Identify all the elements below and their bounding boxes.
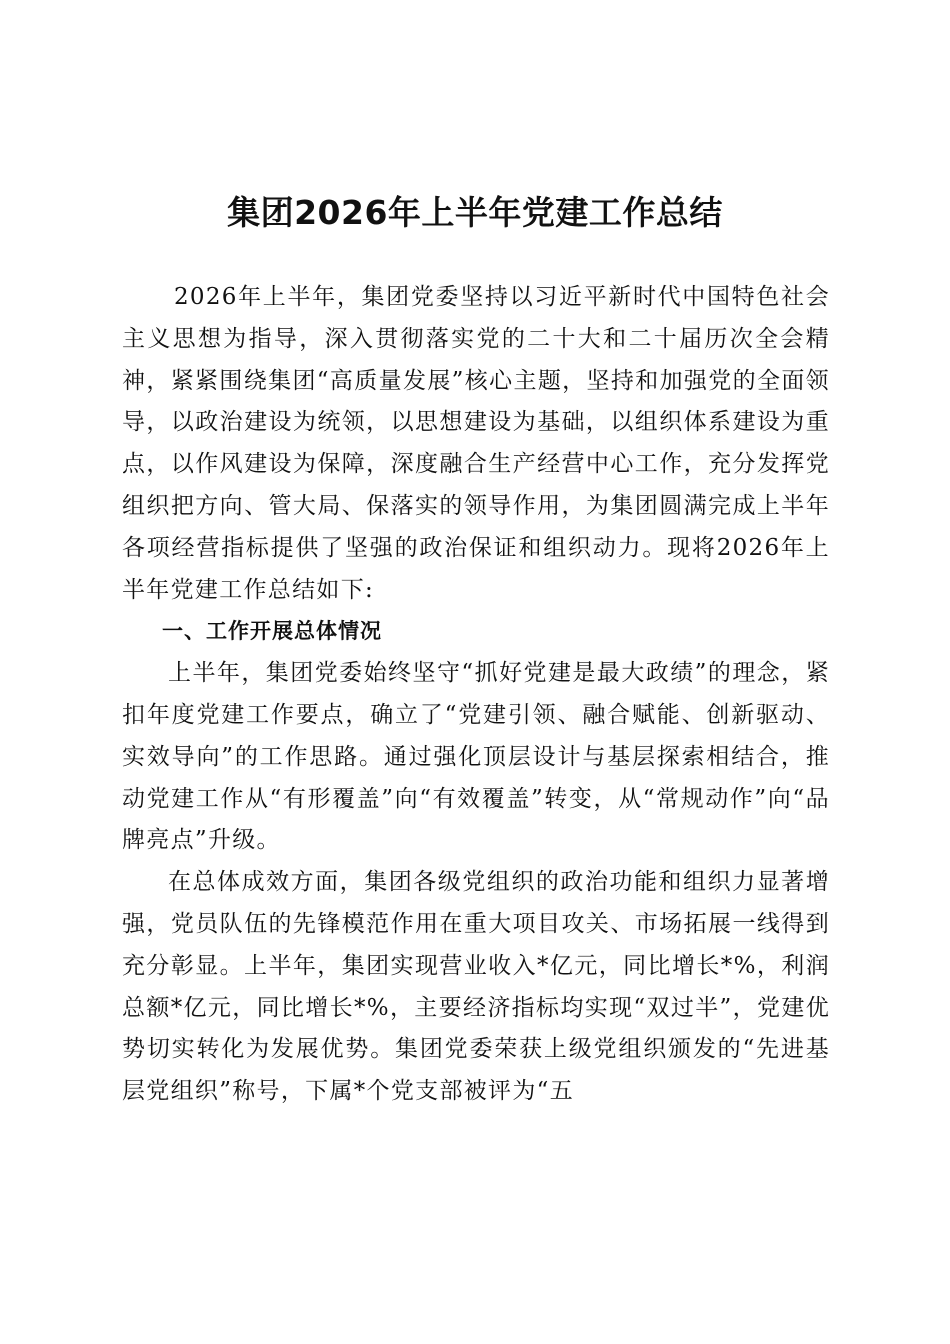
document-title: 集团2026年上半年党建工作总结 [227, 193, 723, 233]
section-heading: 一、工作开展总体情况 [162, 619, 382, 644]
body-paragraph: 在总体成效方面，集团各级党组织的政治功能和组织力显著增强，党员队伍的先锋模范作用在重大项目攻关、市场拓展一线得到充分彰显。上半年，集团实现营业收入*亿元，同比增长*%，利润总额*亿元，同比增长*%，主要经济指标均实现“双过半”，党建优势切实转化为发展优势。集团党委荣获上级党组织颁发的“先进基层党组织”称号，下属*个党支部被评为“五 [122, 869, 830, 1105]
body-paragraph: 上半年，集团党委始终坚守“抓好党建是最大政绩”的理念，紧扣年度党建工作要点，确立了“党建引领、融合赋能、创新驱动、实效导向”的工作思路。通过强化顶层设计与基层探索相结合，推动党建工作从“有形覆盖”向“有效覆盖”转变，从“常规动作”向“品牌亮点”升级。 [122, 660, 830, 854]
document-body [122, 277, 830, 1113]
intro-paragraph: 2026年上半年，集团党委坚持以习近平新时代中国特色社会主义思想为指导，深入贯彻落实党的二十大和二十届历次全会精神，紧紧围绕集团“高质量发展”核心主题，坚持和加强党的全面领导，以政治建设为统领，以思想建设为基础，以组织体系建设为重点，以作风建设为保障，深度融合生产经营中心工作，充分发挥党组织把方向、管大局、保落实的领导作用，为集团圆满完成上半年各项经营指标提供了坚强的政治保证和组织动力。现将2026年上半年党建工作总结如下: [122, 284, 830, 603]
